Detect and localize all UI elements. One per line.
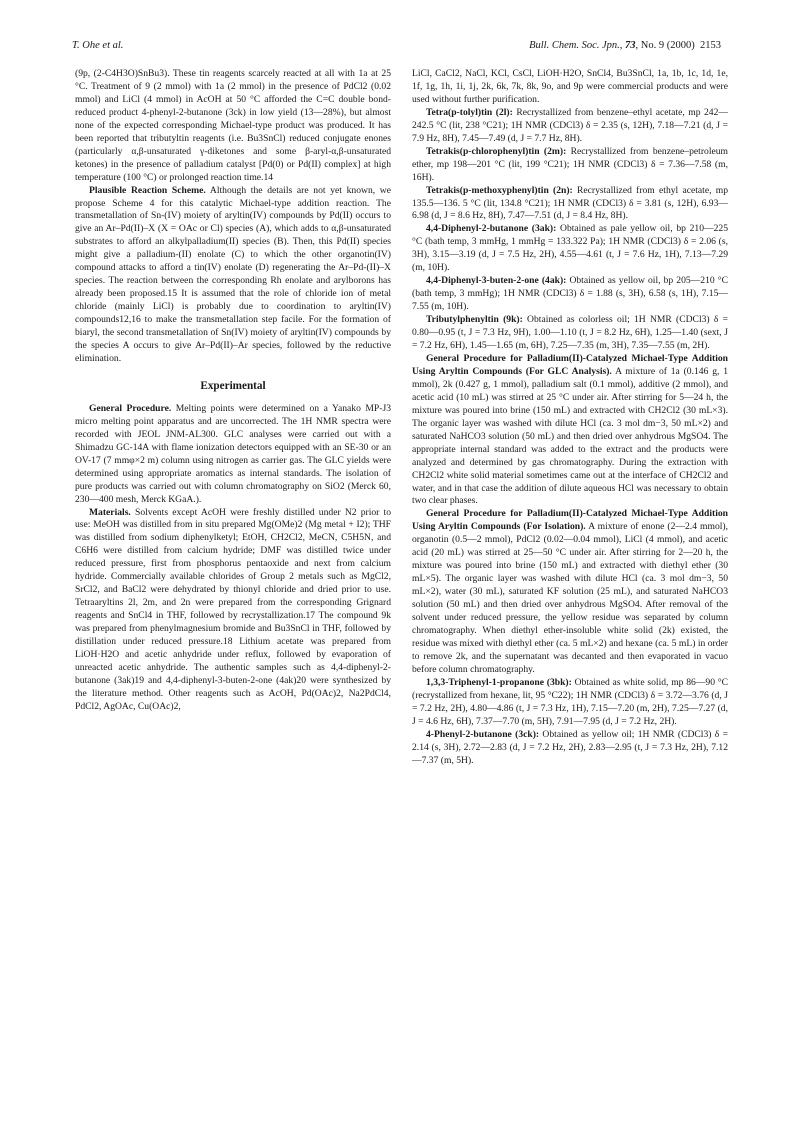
compound-9k <box>412 314 728 353</box>
compound-4ak <box>412 275 728 314</box>
right-column <box>412 68 728 767</box>
procedure-isolation <box>412 508 728 676</box>
paragraph-reagents-list: LiCl, CaCl2, NaCl, KCl, CsCl, LiOH·H2O, SnCl4, Bu3SnCl, 1a, 1b, 1c, 1d, 1e, 1f, 1g, 1h, 1i, 1j, 2k, 6k, 7k, 8k, 9o, and 9p were commercial products and were used without further purification. <box>412 68 728 105</box>
run-in-head-materials: Materials. <box>89 506 131 518</box>
compound-2n <box>412 185 728 224</box>
procedure-isolation-head: General Procedure for Palladium(II)-Catalyzed Michael-Type Addition Using Aryltin Compounds (For Isolation). <box>412 508 728 533</box>
run-in-head-scheme: Plausible Reaction Scheme. <box>89 184 206 196</box>
compound-3bk-head: 1,3,3-Triphenyl-1-propanone (3bk): <box>426 676 572 688</box>
compound-3ck-text: Obtained as yellow oil; 1H NMR (CDCl3) δ = 2.14 (s, 3H), 2.72—2.83 (d, J = 7.2 Hz, 2H), 2.83—2.95 (t, J = 7.3 Hz, 2H), 7.12—7.37 (m, 5H). <box>412 728 729 766</box>
compound-3ak-head: 4,4-Diphenyl-2-butanone (3ak): <box>426 223 557 235</box>
materials-text: Solvents except AcOH were freshly distilled under N2 prior to use: MeOH was distilled from in situ prepared Mg(OMe)2 (Mg metal + I2); THF was distilled from sodium diphenylketyl; EtOH, CH2Cl2, MeCN, C5H5N, and C6H6 were distilled from calcium hydride; DMF was distilled twice under reduced pressure, first from phosphorus pentaoxide and next from calcium hydride. Commercially available chlorides of Group 2 metals such as MgCl2, SrCl2, and BaCl2 were dehydrated by thionyl chloride and dried prior to use. Tetraaryltins 2l, 2m, and 2n were prepared from the corresponding Grignard reagents and SnCl4 in THF, followed by recrystallization.17 The compound 9k was prepared from phenylmagnesium bromide and Bu3SnCl in THF, followed by distillation under reduced pressure.18 Lithium acetate was prepared from LiOH·H2O and acetic anhydride under reflux, followed by evaporation of unreacted acetic anhydride. The authentic samples such as 4,4-diphenyl-2-butanone (3ak)19 and 4,4-diphenyl-3-buten-2-one (4ak)20 were synthesized by the literature method. Other reagents such as AcOH, Pd(OAc)2, Na2PdCl4, PdCl2, AgOAc, Cu(OAc)2, <box>75 506 391 712</box>
left-column <box>75 68 391 714</box>
procedure-isolation-text: A mixture of enone (2—2.4 mmol), organotin (0.5—2 mmol), PdCl2 (0.02—0.04 mmol), LiCl (4 mmol), and acetic acid (20 mL) was stirred at 25—50 °C under air. After stirring for 2—20 h, the mixture was poured into brine (150 mL) and extracted with diethyl ether (30 mL×5). The organic layer was washed with dilute HCl (ca. 3 mol dm−3, 50 mL×2), water (30 mL), saturated KF solution (25 mL), and saturated NaHCO3 solution (50 mL) and then dried over anhydrous MgSO4. After removal of the solvent under reduced pressure, the yellow residue was separated by column chromatography. When diethyl ether-insoluble white solid (2k) existed, the residue was mixed with diethyl ether (ca. 5 mL×2) and hexane (ca. 5 mL) in order to remove 2k, and the supernatant was decanted and then evaporated in vacuo before column chromatography. <box>412 521 728 675</box>
running-head <box>72 40 721 56</box>
compound-9k-head: Tributylphenyltin (9k): <box>426 314 523 326</box>
compound-2m <box>412 146 728 185</box>
page-number: 2153 <box>700 40 721 51</box>
issue-info: No. 9 (2000) <box>640 40 695 51</box>
compound-3ak <box>412 223 728 275</box>
paragraph-general-procedure <box>75 403 391 507</box>
paragraph-tin-reagents: (9p, (2-C4H3O)SnBu3). These tin reagents scarcely reacted at all with 1a at 25 °C. Treatment of 9 (2 mmol) with 1a (2 mmol) in the presence of PdCl2 (0.02 mmol) and LiCl (4 mmol) in AcOH at 50 °C afforded the C=C double bond-reduced product 4-phenyl-2-butanone (3ck) in low yield (13—28%), but almost none of the expected corresponding Michael-type product was produced. It has been reported that tributyltin reagents (i.e. Bu3SnCl) reduced conjugate enones (particularly α,β-unsaturated γ-diketones and some β-aryl-α,β-unsaturated ketones) in the presence of palladium catalyst [Pd(0) or Pd(II) complex] at high temperature (100 °C) or prolonged reaction time.14 <box>75 68 391 183</box>
compound-2l-head: Tetra(p-tolyl)tin (2l): <box>426 106 513 118</box>
procedure-glc-text: A mixture of 1a (0.146 g, 1 mmol), 2k (0.427 g, 1 mmol), palladium salt (0.1 mmol), additive (2 mmol), and acetic acid (10 mL) was stirred at 25 °C under air. After stirring for 5—24 h, the mixture was poured into brine (150 mL) and extracted with CH2Cl2 (30 mL×3). The organic layer was washed with dilute HCl (ca. 3 mol dm−3, 50 mL×2) and saturated NaHCO3 solution (50 mL) and then dried over anhydrous MgSO4. The appropriate internal standard was added to the extract and the products were analyzed and determined by gas chromatography. During the extraction with CH2Cl2 white solid material sometimes came out at the interface of CH2Cl2 and water, and in that case the addition of dilute aqueous HCl was necessary to obtain two clear phases. <box>412 365 728 507</box>
compound-3ck <box>412 729 728 768</box>
compound-3ck-head: 4-Phenyl-2-butanone (3ck): <box>426 728 540 740</box>
general-text: Melting points were determined on a Yanako MP-J3 micro melting point apparatus and are uncorrected. The 1H NMR spectra were recorded with JEOL JNM-AL300. GLC analyses were carried out with a Shimadzu GC-14A with flame ionization detectors equipped with an SE-30 or an OV-17 (7 mmφ×2 m) column using nitrogen as carrier gas. The GLC yields were determined using appropriate aromatics as internal standards. The isolation of pure products was carried out with column chromatography on SiO2 (Merck 60, 230—400 mesh, Merck KGaA.). <box>75 402 391 505</box>
compound-2n-text: Recrystallized from ethyl acetate, mp 135.5—136. 5 °C (lit, 134.8 °C21); 1H NMR (CDCl3) δ = 3.81 (s, 12H), 6.93—6.98 (d, J = 8.6 Hz, 8H), 7.47—7.51 (d, J = 8.4 Hz, 8H). <box>412 184 728 222</box>
running-head-citation: Bull. Chem. Soc. Jpn., 73, No. 9 (2000) 2153 <box>529 40 721 51</box>
journal-name: Bull. Chem. Soc. Jpn. <box>529 40 620 51</box>
section-title-experimental: Experimental <box>200 379 266 392</box>
compound-3bk-text: Obtained as white solid, mp 86—90 °C (recrystallized from hexane, lit, 95 °C22); 1H NMR (CDCl3) δ = 3.72—3.76 (d, J = 7.2 Hz, 2H), 4.80—4.86 (t, J = 7.3 Hz, 1H), 7.15—7.20 (m, 2H), 7.25—7.27 (d, J = 4.6 Hz, 6H), 7.37—7.70 (m, 5H), 7.91—7.95 (d, J = 7.2 Hz, 2H). <box>412 676 729 727</box>
compound-2l <box>412 107 728 146</box>
run-in-head-general: General Procedure. <box>89 402 172 414</box>
compound-2n-head: Tetrakis(p-methoxyphenyl)tin (2n): <box>426 184 573 196</box>
procedure-glc-head: General Procedure for Palladium(II)-Catalyzed Michael-Type Addition Using Aryltin Compounds (For GLC Analysis). <box>412 352 728 377</box>
procedure-glc <box>412 353 728 508</box>
scheme-text: Although the details are not yet known, we propose Scheme 4 for this catalytic Michael-type addition reaction. The transmetallation of Sn-(IV) moiety of aryltin(IV) compounds by Pd(II) occurs to give an Ar–Pd(II)–X (X = OAc or Cl) species (A), which adds to α,β-unsaturated substrates to afford an alkylpalladium(II) species (B). Then, this Pd(II) species might give a palladium-(II) enolate (C) to which the other organotin(IV) compound attacks to afford a tin(IV) enolate (D) regenerating the Ar–Pd-(II)–X species. The reaction between the corresponding Rh enolate and arylborons has already been proposed.15 It is assumed that the role of chloride ion of metal chloride (mainly LiCl) is probably due to coordination to aryltin(IV) compounds12,16 to make the transmetallation step facile. For the formation of biaryl, the second transmetallation of Sn(IV) moiety of aryltin(IV) compounds by the species A occurs to give Ar–Pd(II)–Ar species, followed by the reductive elimination. <box>75 184 391 364</box>
compound-2m-text: Recrystallized from benzene–petroleum ether, mp 198—201 °C (lit, 199 °C21); 1H NMR (CDCl3) δ = 7.36—7.58 (m, 16H). <box>412 145 728 183</box>
compound-3bk <box>412 677 728 729</box>
paragraph-materials <box>75 507 391 714</box>
paragraph-reaction-scheme <box>75 185 391 366</box>
compound-2l-text: Recrystallized from benzene–ethyl acetate, mp 242—242.5 °C (lit, 238 °C21); 1H NMR (CDCl3) δ = 2.35 (s, 12H), 7.18—7.21 (d, J = 7.9 Hz, 8H), 7.45—7.49 (d, J = 7.7 Hz, 8H). <box>412 106 728 144</box>
compound-2m-head: Tetrakis(p-chlorophenyl)tin (2m): <box>426 145 567 157</box>
running-head-authors: T. Ohe et al. <box>72 40 124 51</box>
volume-number: 73 <box>625 40 636 51</box>
compound-4ak-head: 4,4-Diphenyl-3-buten-2-one (4ak): <box>426 275 567 287</box>
compound-9k-text: Obtained as colorless oil; 1H NMR (CDCl3) δ = 0.80—0.95 (t, J = 7.3 Hz, 9H), 1.00—1.10 (t, J = 8.2 Hz, 6H), 1.25—1.40 (sext, J = 7.2 Hz, 6H), 1.45—1.65 (m, 6H), 7.25—7.35 (m, 3H), 7.35—7.55 (m, 2H). <box>412 314 728 352</box>
compound-3ak-text: Obtained as pale yellow oil, bp 210—225 °C (bath temp, 3 mmHg, 1 mmHg = 133.322 Pa); 1H NMR (CDCl3) δ = 2.06 (s, 3H), 3.15—3.19 (d, J = 7.5 Hz, 2H), 4.55—4.61 (t, J = 7.6 Hz, 1H), 7.13—7.29 (m, 10H). <box>412 223 729 274</box>
compound-4ak-text: Obtained as yellow oil, bp 205—210 °C (bath temp, 3 mmHg); 1H NMR (CDCl3) δ = 1.88 (s, 3H), 6.58 (s, 1H), 7.15—7.55 (m, 10H). <box>412 275 728 313</box>
